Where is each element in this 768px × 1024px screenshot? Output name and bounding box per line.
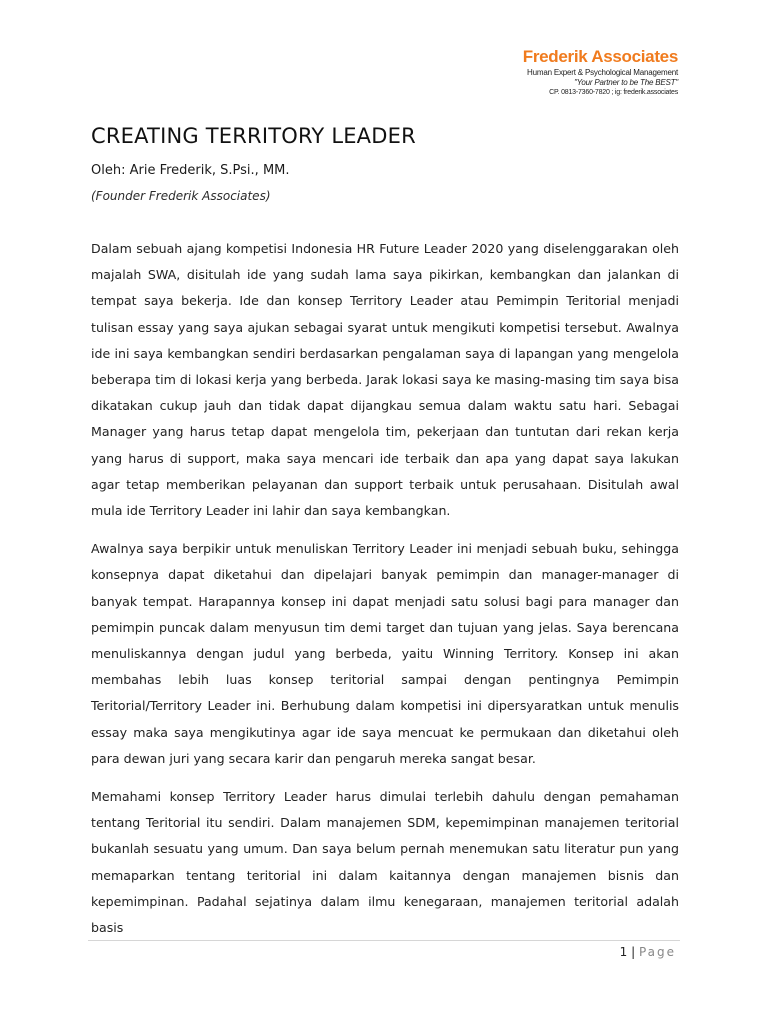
page-footer — [620, 944, 676, 960]
paragraph: Memahami konsep Territory Leader harus dimulai terlebih dahulu dengan pemahaman tentang Teritorial itu sendiri. Dalam manajemen SDM, kepemimpinan manajemen teritorial bukanlah sesuatu yang umum. Dan saya belum pernah menemukan satu literatur pun yang memaparkan tentang teritorial ini dalam kaitannya dengan manajemen bisnis dan kepemimpinan. Padahal sejatinya dalam ilmu kenegaraan, manajemen teritorial adalah basis — [91, 789, 679, 936]
paragraph: Awalnya saya berpikir untuk menuliskan Territory Leader ini menjadi sebuah buku, sehingga konsepnya dapat diketahui dan dipelajari banyak pemimpin dan manager-manager di banyak tempat. Harapannya konsep ini dapat menjadi satu solusi bagi para manager dan pemimpin puncak dalam menyusun tim demi target dan tujuan yang jelas. Saya berencana menuliskannya dengan judul yang berbeda, yaitu Winning Territory. Konsep ini akan membahas lebih luas konsep teritorial sampai dengan pentingnya Pemimpin Teritorial/Territory Leader ini. Berhubung dalam kompetisi ini dipersyaratkan untuk menulis essay maka saya mengikutinya agar ide saya mencuat ke permukaan dan diketahui oleh para dewan juri yang secara karir dan pengaruh mereka sangat besar. — [91, 541, 679, 766]
company-name: Frederik Associates — [522, 47, 678, 66]
footer-divider — [88, 940, 680, 941]
page-number: 1 — [619, 945, 628, 959]
paragraph: Dalam sebuah ajang kompetisi Indonesia HR Future Leader 2020 yang diselenggarakan oleh majalah SWA, disitulah ide yang sudah lama saya pikirkan, kembangkan dan jalankan di tempat saya bekerja. Ide dan konsep Territory Leader atau Pemimpin Teritorial menjadi tulisan essay yang saya ajukan sebagai syarat untuk mengikuti kompetisi tersebut. Awalnya ide ini saya kembangkan sendiri berdasarkan pengalaman saya di lapangan yang mengelola beberapa tim di lokasi kerja yang berbeda. Jarak lokasi saya ke masing-masing tim saya bisa dikatakan cukup jauh dan tidak dapat dijangkau semua dalam waktu satu hari. Sebagai Manager yang harus tetap dapat mengelola tim, pekerjaan dan tuntutan dari rekan kerja yang harus di support, maka saya mencari ide terbaik dan apa yang dapat saya lakukan agar tetap memberikan pelayanan dan support terbaik untuk perusahaan. Disitulah awal mula ide Territory Leader ini lahir dan saya kembangkan. — [91, 241, 679, 519]
article — [91, 122, 679, 953]
author-role: (Founder Frederik Associates) — [91, 189, 271, 203]
page-label: Page — [638, 945, 676, 959]
company-contact: CP. 0813-7360-7820 ; ig: frederik.associates — [549, 89, 678, 96]
article-body — [91, 236, 679, 941]
page-separator: | — [631, 945, 636, 959]
company-tagline: "Your Partner to be The BEST" — [574, 78, 678, 87]
letterhead — [523, 46, 678, 98]
article-title: CREATING TERRITORY LEADER — [91, 124, 416, 148]
article-author: Oleh: Arie Frederik, S.Psi., MM. — [91, 163, 290, 178]
company-subtitle: Human Expert & Psychological Management — [527, 68, 678, 77]
